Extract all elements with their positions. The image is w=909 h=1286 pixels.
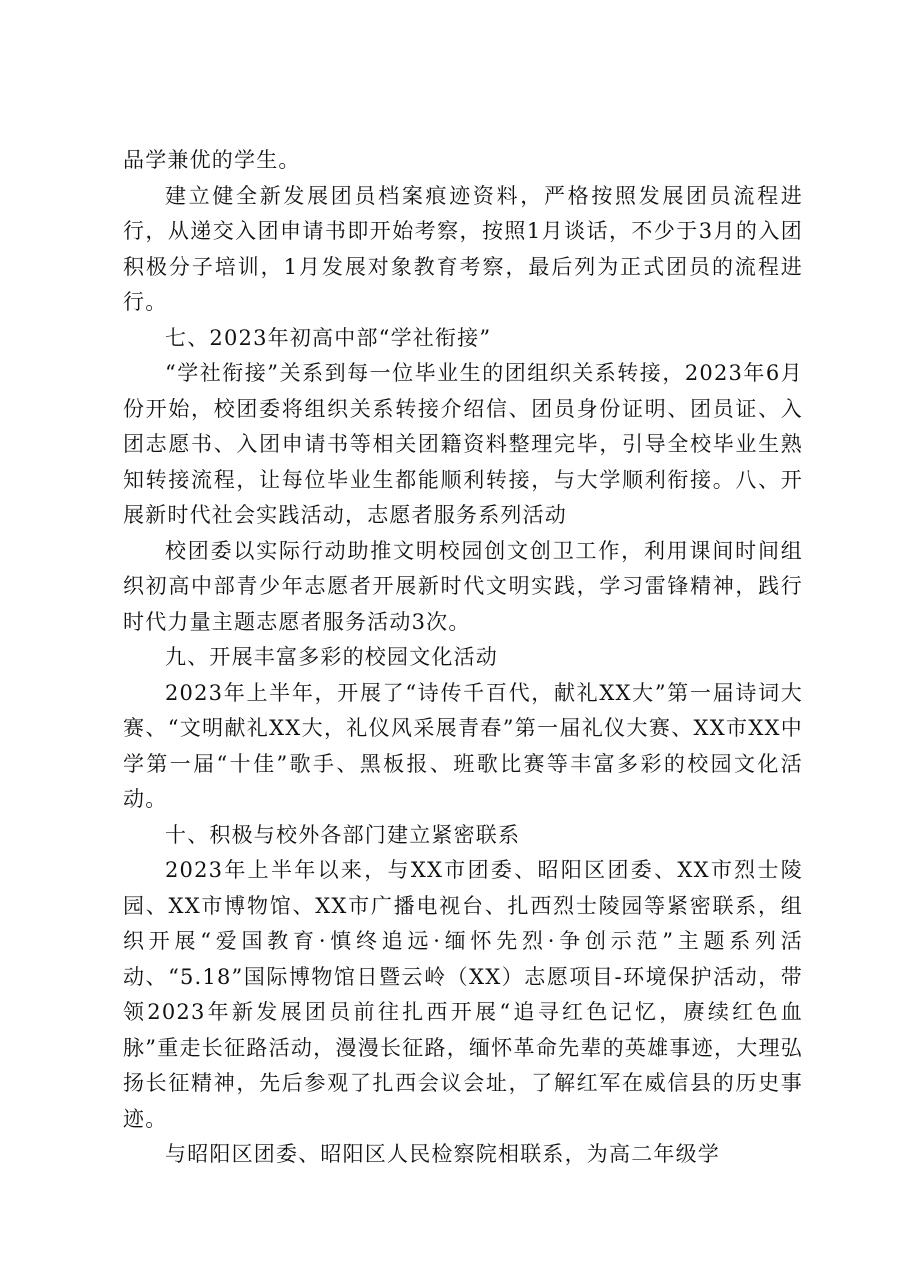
paragraph-volunteer-activities: 校团委以实际行动助推文明校园创文创卫工作，利用课间时间组织初高中部青少年志愿者开展新时代文明实践，学习雷锋精神，践行时代力量主题志愿者服务活动3次。	[123, 538, 803, 634]
paragraph-member-archive: 建立健全新发展团员档案痕迹资料，严格按照发展团员流程进行，从递交入团申请书即开始考察，按照1月谈话，不少于3月的入团积极分子培训，1月发展对象教育考察，最后列为正式团员的流程进行。	[123, 183, 803, 314]
paragraph-school-society-transfer: “学社衔接”关系到每一位毕业生的团组织关系转接，2023年6月份开始，校团委将组织关系转接介绍信、团员身份证明、团员证、入团志愿书、入团申请书等相关团籍资料整理完毕，引导全校毕业生熟知转接流程，让每位毕业生都能顺利转接，与大学顺利衔接。八、开展新时代社会实践活动，志愿者服务系列活动	[123, 361, 803, 527]
paragraph-campus-culture: 2023年上半年，开展了“诗传千百代，献礼XX大”第一届诗词大赛、“文明献礼XX大，礼仪风采展青春”第一届礼仪大赛、XX市XX中学第一届“十佳”歌手、黑板报、班歌比赛等丰富多彩的校园文化活动。	[123, 680, 803, 811]
paragraph-external-cooperation: 2023年上半年以来，与XX市团委、昭阳区团委、XX市烈士陵园、XX市博物馆、XX市广播电视台、扎西烈士陵园等紧密联系，组织开展“爱国教育·慎终追远·缅怀先烈·争创示范”主题系列活动、“5.18”国际博物馆日暨云岭（XX）志愿项目-环境保护活动，带领2023年新发展团员前往扎西开展“追寻红色记忆，赓续红色血脉”重走长征路活动，漫漫长征路，缅怀革命先辈的英雄事迹，大理弘扬长征精神，先后参观了扎西会议会址，了解红军在威信县的历史事迹。	[123, 858, 803, 1131]
document-body	[123, 143, 803, 1173]
paragraph-procuratorate-link: 与昭阳区团委、昭阳区人民检察院相联系，为高二年级学	[165, 1142, 720, 1166]
paragraph-continuation: 品学兼优的学生。	[123, 148, 301, 172]
section-heading-10: 十、积极与校外各部门建立紧密联系	[165, 822, 521, 847]
section-heading-7: 七、2023年初高中部“学社衔接”	[165, 325, 492, 350]
section-heading-9: 九、开展丰富多彩的校园文化活动	[165, 645, 498, 669]
